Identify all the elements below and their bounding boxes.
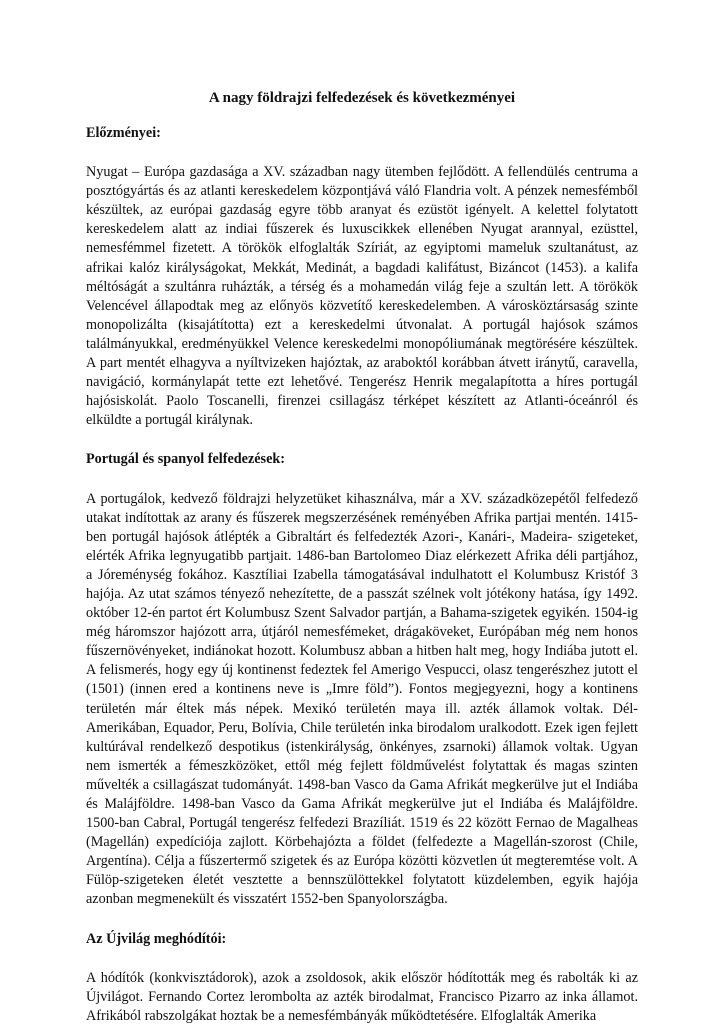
section-heading-hoditok: Az Újvilág meghódítói: [86, 930, 227, 947]
section-paragraph-felfedezesek: A portugálok, kedvező földrajzi helyzetüket kihasználva, már a XV. századközepétől felfedező utakat indítottak az arany és fűszerek megszerzésének reményében Afrika partjai mentén. 1415-ben portugál hajósok átlépték a Gibraltárt és felfedezték Azori-, Kanári-, Madeira- szigeteket, elérték Afrika legnyugatibb partjait. 1486-ban Bartolomeo Diaz elérkezett Afrika déli partjához, a Jóreménység fokához. Kasztíliai Izabella támogatásával indulhatott el Kolumbusz Kristóf 3 hajója. Az utat számos tényező nehezítette, de a passzát szélnek volt jótékony hatása, így 1492. október 12-én partot ért Kolumbusz Szent Salvador partján, a Bahama-szigetek egyikén. 1504-ig még háromszor hajózott arra, útjáról nemesfémeket, drágaköveket, Európában még nem honos fűszernövényeket, indiánokat hozott. Kolumbusz abban a hitben halt meg, hogy Indiába jutott el. A felismerés, hogy egy új kontinenst fedeztek fel Amerigo Vespucci, olasz tengerészhez jutott el (1501) (innen ered a kontinens neve is „Imre föld”). Fontos megjegyezni, hogy a kontinens területén már éltek más népek. Mexikó területén maya ill. azték államok voltak. Dél-Amerikában, Equador, Peru, Bolívia, Chile területén inka birodalom uralkodott. Ezek igen fejlett kultúrával rendelkező despotikus (istenkirályság, önkényes, zsarnoki) államok voltak. Ugyan nem ismerték a fémeszközöket, ettől még fejlett földművelést folytattak és magas szinten művelték a csillagászat tudományát. 1498-ban Vasco da Gama Afrikát megkerülve jut el Indiába és Malájföldre. 1498-ban Vasco da Gama Afrikát megkerülve jut el Indiába és Malájföldre. 1500-ban Cabral, Portugál tengerész felfedezi Brazíliát. 1519 és 22 között Fernao de Magalheas (Magellán) expedíciója zajlott. Körbehajózta a földet (felfedezte a Magellán-szorost (Chile, Argentína). Célja a fűszertermő szigetek és az Európa közötti közvetlen út megteremtése volt. A Fülöp-szigeteken életét vesztette a bennszülöttekkel folytatott küzdelemben, egyik hajója azonban megmenekült és visszatért 1552-ben Spanyolországba. [86, 490, 638, 908]
section-heading-elozmenyei: Előzményei: [86, 125, 161, 141]
document-body [86, 89, 638, 1026]
document-title: A nagy földrajzi felfedezések és következményei [208, 90, 516, 106]
section-paragraph-hoditok: A hódítók (konkvisztádorok), azok a zsoldosok, akik először hódították meg és rabolták ki az Újvilágot. Fernando Cortez lerombolta az azték birodalmat, Francisco Pizarro az inka államot. Afrikából rabszolgákat hoztak be a nemesfémbányák működtetésére. Elfoglalták Amerika [86, 969, 638, 1024]
section-heading-felfedezesek: Portugál és spanyol felfedezések: [86, 451, 285, 468]
section-paragraph-elozmenyei: Nyugat – Európa gazdasága a XV. században nagy ütemben fejlődött. A fellendülés centruma a posztógyártás és az atlanti kereskedelem központjává váló Flandria volt. A pénzek nemesfémből készültek, az európai gazdaság egyre több aranyat és ezüstöt igényelt. A kelettel folytatott kereskedelem alatt az indiai fűszerek és luxuscikkek ellenében Nyugat arannyal, ezüsttel, nemesfémmel fizetett. A törökök elfoglalták Szíriát, az egyiptomi mameluk szultanátust, az afrikai kalóz királyságokat, Mekkát, Medinát, a bagdadi kalifátust, Bizáncot (1453). a kalifa méltóságát a szultánra ruházták, a térség és a mohamedán világ feje a szultán lett. A törökök Velencével állapodtak meg az előnyös közvetítő kereskedelemben. A városköztársaság szinte monopolizálta (kisajátította) ezt a kereskedelmi útvonalat. A portugál hajósok számos találmányukkal, eredményükkel Velence kereskedelmi monopóliumának megtörésére készültek. A part mentét elhagyva a nyíltvizeken hajóztak, az araboktól korábban átvett iránytű, caravella, navigáció, kormánylapát tette ezt lehetővé. Tengerész Henrik megalapította a híres portugál hajósiskolát. Paolo Toscanelli, firenzei csillagász térképet készített az Atlanti-óceánról és elküldte a portugál királynak. [86, 164, 638, 429]
